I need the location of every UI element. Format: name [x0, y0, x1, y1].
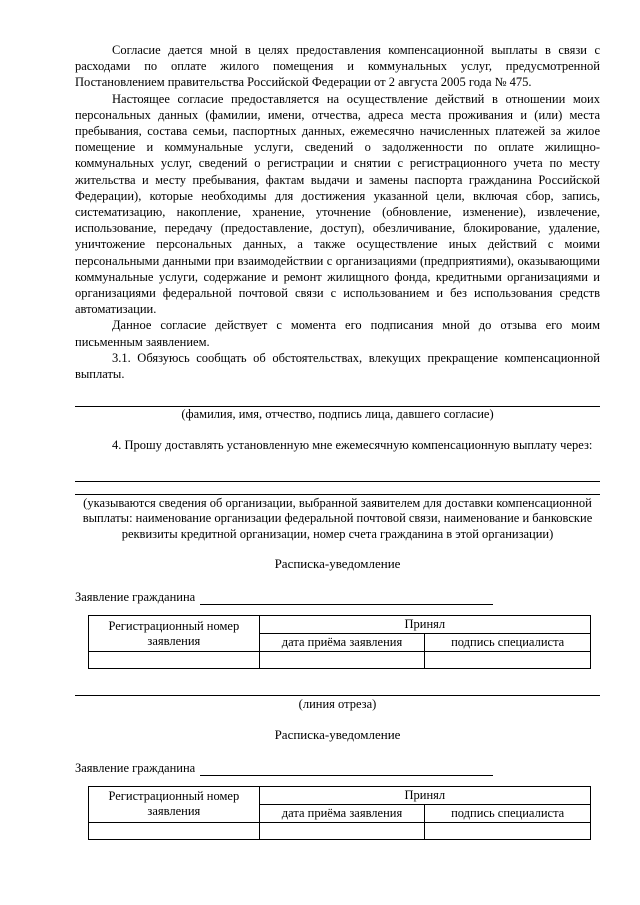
- specialist-signature-subheader: подпись специалиста: [425, 634, 591, 652]
- consent-validity-paragraph: Данное согласие действует с момента его подписания мной до отзыва его моим письменным заявлением.: [75, 318, 600, 349]
- clause-3-1-paragraph: 3.1. Обязуюсь сообщать об обстоятельствах, влекущих прекращение компенсационной выплаты.: [75, 350, 600, 382]
- cut-line-caption: (линия отреза): [298, 697, 377, 712]
- specialist-signature-cell: [425, 652, 591, 669]
- date-received-cell: [259, 652, 425, 669]
- citizen-name-blank: [200, 764, 493, 776]
- signature-blank-line: [75, 394, 600, 407]
- specialist-signature-cell: [425, 822, 591, 839]
- delivery-org-blank-line-1: [75, 469, 600, 482]
- receipt-table: [88, 786, 591, 840]
- registration-number-cell: [89, 822, 260, 839]
- registration-number-header: Регистрационный номер заявления: [89, 786, 260, 822]
- accepted-header: Принял: [259, 616, 590, 634]
- citizen-statement-row: [75, 590, 600, 605]
- citizen-name-blank: [200, 593, 493, 605]
- receipt-title: Расписка-уведомление: [274, 726, 401, 742]
- signature-caption: (фамилия, имя, отчество, подпись лица, давшего согласие): [181, 407, 494, 422]
- delivery-org-caption: (указываются сведения об организации, выбранной заявителем для доставки компенсационной выплаты: наименование организации федеральной почтовой связи, наименование и банковские реквизиты кредитной организации, номер счета гражданина в этой организации): [82, 495, 593, 541]
- receipt-title: Расписка-уведомление: [274, 556, 401, 572]
- citizen-statement-row: [75, 761, 600, 776]
- date-received-subheader: дата приёма заявления: [259, 804, 425, 822]
- date-received-subheader: дата приёма заявления: [259, 634, 425, 652]
- citizen-statement-label: Заявление гражданина: [75, 760, 196, 775]
- consent-purpose-paragraph: Согласие дается мной в целях предоставления компенсационной выплаты в связи с расходами по оплате жилого помещения и коммунальных услуг, предусмотренной Постановлением правительства Российской Федерации от 2 августа 2005 года № 475.: [75, 43, 600, 90]
- receipt-table: [88, 615, 591, 669]
- citizen-statement-label: Заявление гражданина: [75, 590, 196, 605]
- specialist-signature-subheader: подпись специалиста: [425, 804, 591, 822]
- registration-number-cell: [89, 652, 260, 669]
- clause-4-paragraph: 4. Прошу доставлять установленную мне ежемесячную компенсационную выплату через:: [112, 437, 593, 452]
- accepted-header: Принял: [259, 786, 590, 804]
- date-received-cell: [259, 822, 425, 839]
- registration-number-header: Регистрационный номер заявления: [89, 616, 260, 652]
- delivery-org-blank-line-2: [75, 482, 600, 495]
- cut-line: [75, 695, 600, 696]
- consent-scope-paragraph: Настоящее согласие предоставляется на осуществление действий в отношении моих персональных данных (фамилии, имени, отчества, адреса места проживания и (или) места пребывания, состава семьи, паспортных данных, ежемесячно начисленных платежей за жилое помещение и коммунальные услуги, сведений о задолженности по оплате жилищно-коммунальных услуг, сведений о регистрации и снятии с регистрационного учета по месту жительства и месту пребывания, фактам выдачи и замены паспорта гражданина Российской Федерации), которые необходимы для достижения указанной цели, включая сбор, запись, систематизацию, накопление, хранение, уточнение (обновление, изменение), извлечение, использование, передачу (предоставление, доступ), обезличивание, блокирование, удаление, уничтожение персональных данных, а также осуществление иных действий с моими персональными данными при взаимодействии с организациями (предприятиями), оказывающими коммунальные услуги, содержание и ремонт жилищного фонда, кредитными организациями и организациями федеральной почтовой связи с использованием и без использования средств автоматизации.: [75, 91, 600, 317]
